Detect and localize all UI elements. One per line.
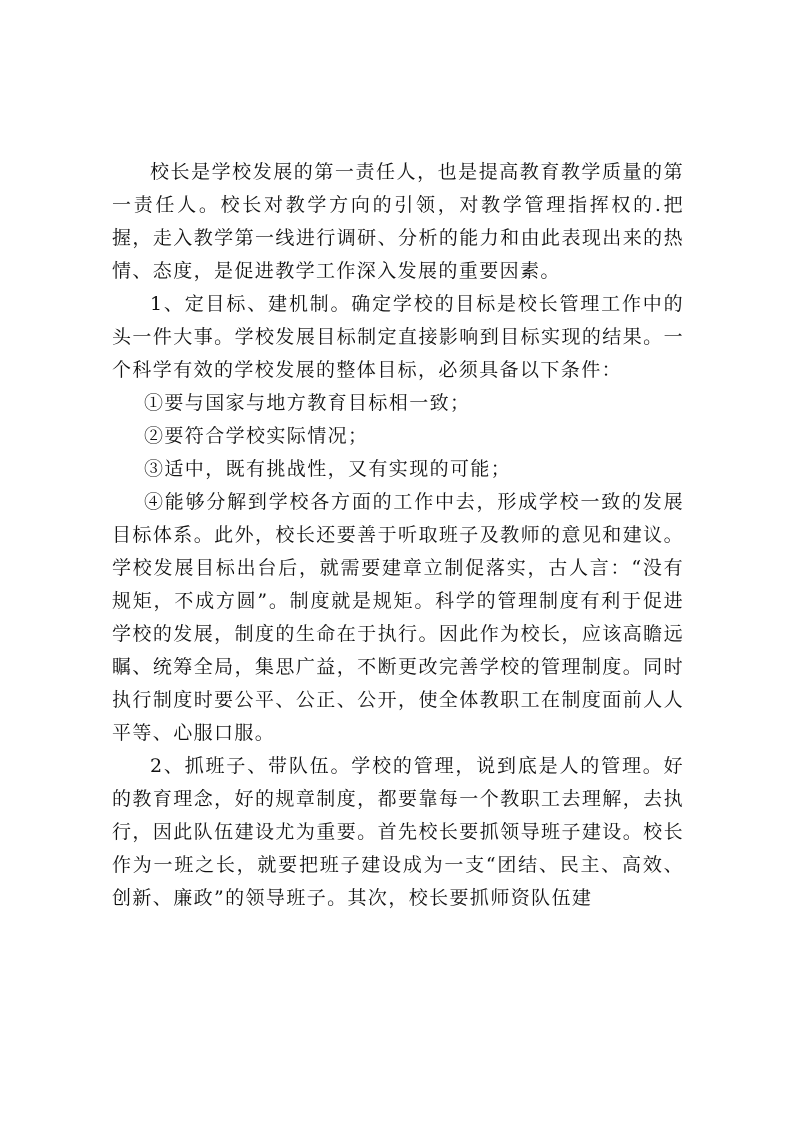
paragraph-intro: 校长是学校发展的第一责任人，也是提高教育教学质量的第一责任人。校长对教学方向的引领，对教学管理指挥权的.把握，走入教学第一线进行调研、分析的能力和由此表现出来的热情、态度，是促进教学工作深入发展的重要因素。 [112,161,684,282]
list-item-condition-1: ①要与国家与地方教育目标相一致； [144,392,471,414]
list-item-condition-3: ③适中，既有挑战性，又有实现的可能； [144,458,512,480]
list-item-condition-2: ②要符合学校实际情况； [144,425,369,447]
list-item-condition-4: ④能够分解到学校各方面的工作中去，形成学校一致的发展目标体系。此外，校长还要善于听取班子及教师的意见和建议。学校发展目标出台后，就需要建章立制促落实，古人言：“没有规矩，不成方圆”。制度就是规矩。科学的管理制度有利于促进学校的发展，制度的生命在于执行。因此作为校长，应该高瞻远瞩、统筹全局，集思广益，不断更改完善学校的管理制度。同时执行制度时要公平、公正、公开，使全体教职工在制度面前人人平等、心服口服。 [112,491,684,744]
paragraph-section-1: 1、定目标、建机制。确定学校的目标是校长管理工作中的头一件大事。学校发展目标制定直接影响到目标实现的结果。一个科学有效的学校发展的整体目标，必须具备以下条件： [112,293,684,381]
document-body [112,156,684,915]
paragraph-section-2: 2、抓班子、带队伍。学校的管理，说到底是人的管理。好的教育理念，好的规章制度，都要靠每一个教职工去理解，去执行，因此队伍建设尤为重要。首先校长要抓领导班子建设。校长作为一班之长，就要把班子建设成为一支“团结、民主、高效、创新、廉政”的领导班子。其次，校长要抓师资队伍建 [112,755,684,909]
